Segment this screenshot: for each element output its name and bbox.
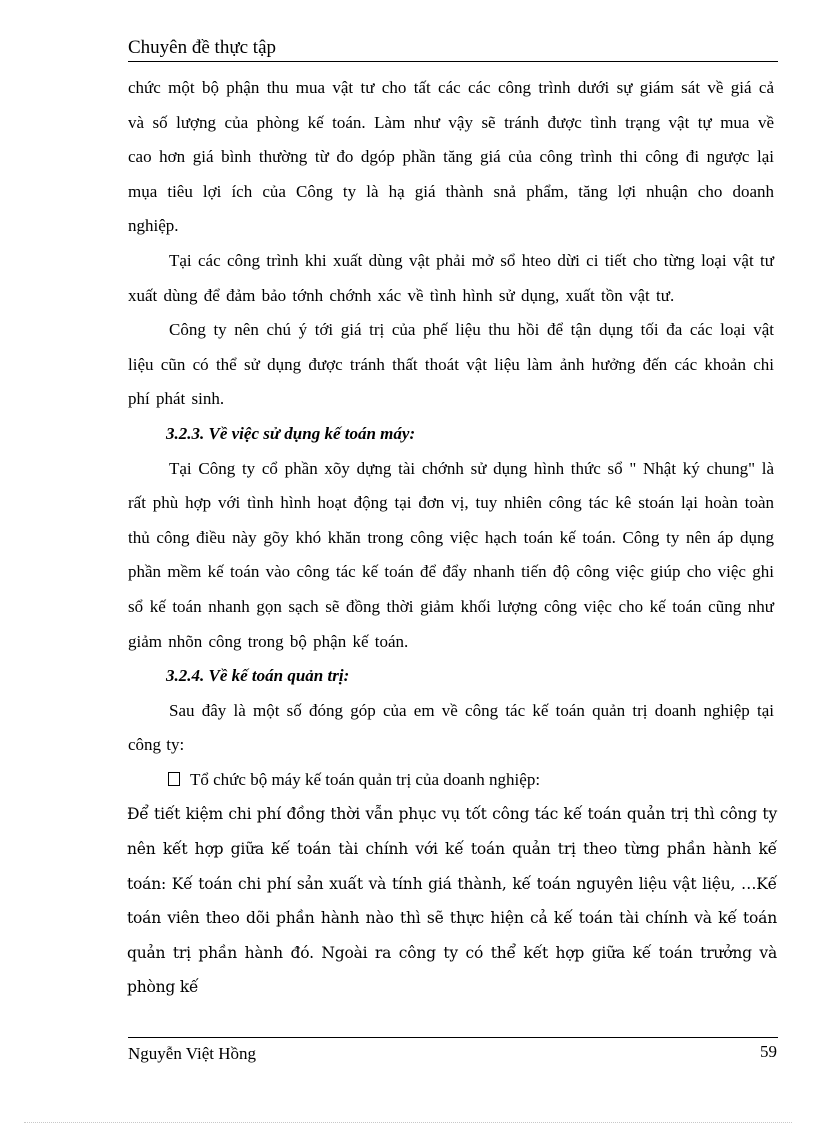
body-paragraph-1: chức một bộ phận thu mua vật tư cho tất các các công trình dưới sự giám sát về giá cả và số lượng của phòng kế toán. Làm như vậy sẽ tránh được tình trạng vật tự mua về cao hơn giá bình thường từ đo dgóp phần tăng giá của công trình thi công đi ngược lại mụa tiêu lợi ích của Công ty là hạ giá thành snả phẩm, tăng lợi nhuận cho doanh nghiệp. [128,78,774,236]
checkbox-bullet-icon [168,772,180,786]
page-number: 59 [760,1042,777,1061]
section-heading-3-2-3: 3.2.3. Về việc sử dụng kế toán máy: [166,423,416,443]
body-paragraph-6: Để tiết kiệm chi phí đồng thời vẫn phục vụ tốt công tác kế toán quản trị thì công ty nên kết hợp giữa kế toán tài chính với kế toán quản trị theo từng phần hành kế toán: Kế toán chi phí sản xuất và tính giá thành, kế toán nguyên liệu vật liệu, …Kế toán viên theo dõi phần hành nào thì sẽ thực hiện cả kế toán tài chính và kế toán quản trị phần hành đó. Ngoài ra công ty có thể kết hợp giữa kế toán trưởng và phòng kế [127,805,777,997]
footer-divider [128,1037,778,1038]
bullet-item [128,763,774,798]
body-paragraph-4: Tại Công ty cổ phần xõy dựng tài chớnh sử dụng hình thức sổ " Nhật ký chung" là rất phù hợp với tình hình hoạt động tại đơn vị, tuy nhiên công tác kê stoán lại hoàn toàn thủ công điều này gõy khó khăn trong công việc hạch toán kế toán. Công ty nên áp dụng phần mềm kế toán vào công tác kế toán để đẩy nhanh tiến độ công việc giúp cho việc ghi sổ kế toán nhanh gọn sạch sẽ đồng thời giảm khối lượng công việc cho kế toán cũng như giảm nhõn công trong bộ phận kế toán. [128,458,774,651]
body-paragraph-3: Công ty nên chú ý tới giá trị của phế liệu thu hồi để tận dụng tối đa các loại vật liệu cũn có thể sử dụng được tránh thất thoát vật liệu làm ảnh hưởng đến các khoản chi phí phát sinh. [128,320,774,409]
bullet-item-text: Tổ chức bộ máy kế toán quản trị của doanh nghiệp: [190,769,541,789]
section-heading-3-2-4: 3.2.4. Về kế toán quản trị: [166,666,350,686]
header-divider [128,61,778,62]
page-body [127,71,777,1005]
body-paragraph-2: Tại các công trình khi xuất dùng vật phải mở sổ hteo dừi ci tiết cho từng loại vật tư xuất dùng để đảm bảo tớnh chớnh xác về tình hình sử dụng, xuất tồn vật tư. [128,250,774,305]
footer-author: Nguyễn Việt Hồng [128,1044,257,1063]
body-paragraph-5: Sau đây là một số đóng góp của em về công tác kế toán quản trị doanh nghiệp tại công ty: [128,700,774,755]
page-header-title: Chuyên đề thực tập [128,37,277,58]
